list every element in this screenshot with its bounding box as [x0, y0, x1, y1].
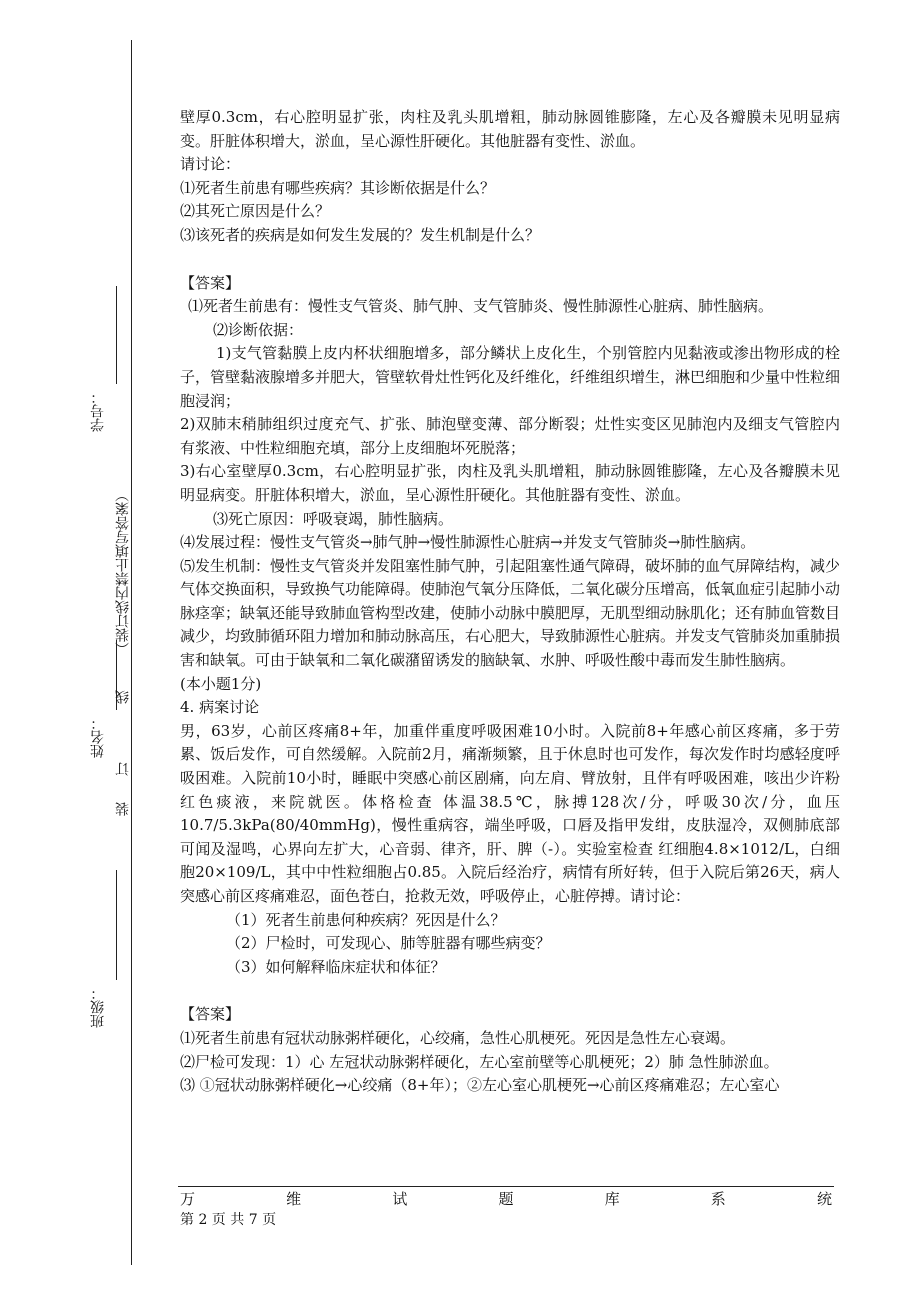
id-blank-line — [116, 286, 117, 384]
footer-rule — [178, 1186, 834, 1187]
answer-2-heading: ⑵诊断依据： — [213, 320, 304, 339]
binding-char-xian: 线 — [115, 690, 131, 704]
case-continuation: 壁厚0.3cm，右心腔明显扩张，肉柱及乳头肌增粗，肺动脉圆锥膨隆，左心及各瓣膜未见明显病变。肝脏体积增大，淤血，呈心源性肝硬化。其他脏器有变性、淤血。 — [180, 108, 840, 150]
evidence-3: 3)右心室壁厚0.3cm，右心腔明显扩张，肉柱及乳头肌增粗，肺动脉圆锥膨隆，左心及各瓣膜未见明显病变。肝脏体积增大，淤血，呈心源性肝硬化。其他脏器有变性、淤血。 — [180, 462, 840, 504]
case-4-description: 男，63岁，心前区疼痛8+年，加重伴重度呼吸困难10小时。入院前8+年感心前区疼痛，多于劳累、饭后发作，可自然缓解。入院前2月，痛渐频繁，且于休息时也可发作，每次发作时均感轻度呼吸困难。入院前10小时，睡眠中突感心前区剧痛，向左肩、臂放射，且伴有呼吸困难，咳出少许粉红色痰液，来院就医。体格检查 体温38.5℃，脉搏128次/分，呼吸30次/分，血压10.7/5.3kPa(80/40mmHg)，慢性重病容，端坐呼吸，口唇及指甲发绀，皮肤湿冷，双侧肺底部可闻及湿鸣，心界向左扩大，心音弱、律齐，肝、脾（-）。实验室检查 红细胞4.8×1012/L，白细胞20×109/L，其中中性粒细胞占0.85。入院后经治疗，病情有所好转，但于入院后第26天，病人突感心前区疼痛难忍，面色苍白，抢救无效，呼吸停止，心脏停搏。请讨论： — [180, 721, 840, 905]
question-1: ⑴死者生前患有哪些疾病？其诊断依据是什么？ — [180, 178, 496, 197]
class-blank-line — [116, 870, 117, 980]
answer-4-heading: 【答案】 — [180, 1005, 241, 1024]
section-4-title: 4. 病案讨论 — [180, 698, 260, 717]
answer-4-2: ⑵尸检可发现：1）心 左冠状动脉粥样硬化，左心室前壁等心肌梗死；2）肺 急性肺淤血。 — [180, 1052, 779, 1071]
answer-4-1: ⑴死者生前患有冠状动脉粥样硬化，心绞痛，急性心肌梗死。死因是急性左心衰竭。 — [180, 1028, 736, 1047]
footer-title — [180, 1188, 832, 1210]
evidence-2: 2)双肺末稍肺组织过度充气、扩张、肺泡壁变薄、部分断裂；灶性实变区见肺泡内及细支气管腔内有浆液、中性粒细胞充填，部分上皮细胞坏死脱落； — [180, 415, 840, 457]
binding-char-ding: 订 — [115, 762, 131, 776]
student-id-label: 学号： — [90, 390, 106, 432]
footer-char: 万 — [180, 1190, 196, 1208]
document-body — [180, 106, 840, 1098]
class-label: 班级： — [90, 986, 106, 1028]
page-number: 第 2 页 共 7 页 — [180, 1212, 277, 1228]
case-4-question-3: （3）如何解释临床症状和体征？ — [226, 957, 446, 976]
discussion-prompt: 请讨论： — [180, 155, 241, 174]
name-label: 姓名： — [90, 716, 106, 758]
case-4-question-2: （2）尸检时，可发现心、肺等脏器有哪些病变？ — [226, 934, 551, 953]
footer-char: 维 — [286, 1190, 302, 1208]
binding-line — [131, 40, 132, 1265]
mechanism: ⑸发生机制：慢性支气管炎并发阻塞性肺气肿，引起阻塞性通气障碍，破坏肺的血气屏障结构，减少气体交换面积，导致换气功能障碍。使肺泡气氧分压降低，二氧化碳分压增高，低氧血症引起肺小动脉痉挛；缺氧还能导致肺血管构型改建，使肺小动脉中膜肥厚，无肌型细动脉肌化；还有肺血管数目减少，均致肺循环阻力增加和肺动脉高压，右心肥大，导致肺源性心脏病。并发支气管肺炎加重肺损害和缺氧。可由于缺氧和二氧化碳潴留诱发的脑缺氧、水肿、呼吸性酸中毒而发生肺性脑病。 — [180, 556, 841, 670]
footer-char: 统 — [816, 1190, 832, 1208]
answer-1: ⑴死者生前患有：慢性支气管炎、肺气肿、支气管肺炎、慢性肺源性心脏病、肺性脑病。 — [188, 297, 774, 316]
case-4-question-1: （1）死者生前患何种疾病？死因是什么？ — [226, 910, 506, 929]
answer-4-3: ⑶ ①冠状动脉粥样硬化→心绞痛（8+年）；②左心室心肌梗死→心前区疼痛难忍；左心室心 — [180, 1076, 780, 1095]
binding-note: （装订线内禁止填写答案） — [115, 488, 131, 656]
binding-char-zhuang: 装 — [115, 802, 131, 816]
evidence-1: 1)支气管黏膜上皮内杯状细胞增多，部分鳞状上皮化生，个别管腔内见黏液或渗出物形成的栓子，管壁黏液腺增多并肥大，管壁软骨灶性钙化及纤维化，纤维组织增生，淋巴细胞和少量中性粒细胞浸润； — [180, 344, 841, 410]
score-note: (本小题1分) — [180, 674, 262, 693]
footer-char: 题 — [498, 1190, 514, 1208]
footer-char: 试 — [392, 1190, 408, 1208]
footer-char: 库 — [604, 1190, 620, 1208]
question-2: ⑵其死亡原因是什么？ — [180, 202, 331, 221]
footer-char: 系 — [710, 1190, 726, 1208]
development-process: ⑷发展过程：慢性支气管炎→肺气肿→慢性肺源性心脏病→并发支气管肺炎→肺性脑病。 — [180, 533, 756, 552]
death-cause: ⑶死亡原因：呼吸衰竭，肺性脑病。 — [213, 509, 454, 528]
question-3: ⑶该死者的疾病是如何发生发展的？发生机制是什么？ — [180, 225, 541, 244]
answer-heading: 【答案】 — [180, 273, 241, 292]
